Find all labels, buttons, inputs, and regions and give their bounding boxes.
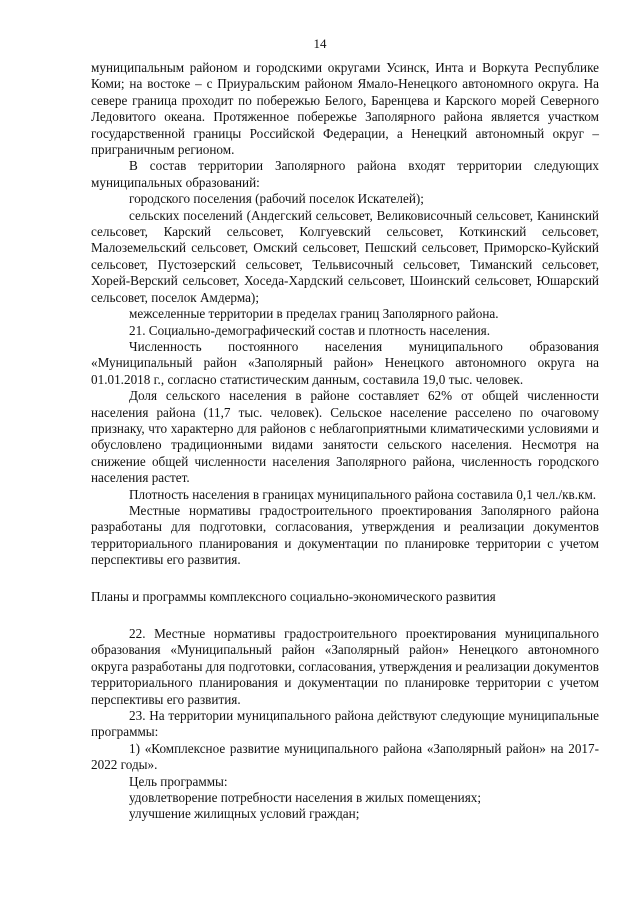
page-number: 14: [313, 36, 327, 51]
paragraph: 1) «Комплексное развитие муниципального района «Заполярный район» на 2017-2022 годы».: [91, 740, 599, 773]
paragraph: удовлетворение потребности населения в жилых помещениях;: [129, 790, 482, 806]
body-section-top: [91, 60, 599, 569]
paragraph: 21. Социально-демографический состав и плотность населения.: [129, 322, 491, 338]
paragraph: улучшение жилищных условий граждан;: [129, 806, 360, 822]
paragraph: 23. На территории муниципального района действуют следующие муниципальные программы:: [91, 708, 599, 740]
paragraph: межселенные территории в пределах границ Заполярного района.: [129, 306, 499, 322]
section-heading: Планы и программы комплексного социально-экономического развития: [91, 588, 496, 604]
paragraph: городского поселения (рабочий поселок Искателей);: [129, 191, 424, 207]
paragraph: Местные нормативы градостроительного проектирования Заполярного района разработаны для подготовки, согласования, утверждения и реализации документов территориального планирования и документации по планировке территории с учетом перспективы его развития.: [91, 502, 599, 568]
paragraph: Доля сельского населения в районе составляет 62% от общей численности населения района (11,7 тыс. человек). Сельское население расселено по очаговому признаку, что характерно для районов с неблагоприятными климатическими условиями и обусловлено традиционными видами занятости сельского населения. Несмотря на снижение общей численности населения Заполярного района, численность городского населения растет.: [91, 388, 599, 486]
paragraph: Плотность населения в границах муниципального района составила 0,1 чел./кв.км.: [129, 486, 597, 502]
paragraph: Цель программы:: [129, 773, 228, 789]
paragraph: муниципальным районом и городскими округами Усинск, Инта и Воркута Республике Коми; на востоке – с Приуральским районом Ямало-Ненецкого автономного округа. На севере граница проходит по побережью Белого, Баренцева и Карского морей Северного Ледовитого океана. Протяженное побережье Заполярного района является участком государственной границы Российской Федерации, а Ненецкий автономный округ – приграничным регионом.: [91, 60, 599, 158]
paragraph: Численность постоянного населения муниципального образования «Муниципальный район «Заполярный район» Ненецкого автономного округа на 01.01.2018 г., согласно статистическим данным, составила 19,0 тыс. человек.: [91, 338, 599, 387]
paragraph: сельских поселений (Андегский сельсовет, Великовисочный сельсовет, Канинский сельсовет, Карский сельсовет, Колгуевский сельсовет, Коткинский сельсовет, Малоземельский сельсовет, Омский сельсовет, Пешский сельсовет, Приморско-Куйский сельсовет, Пустозерский сельсовет, Тельвисочный сельсовет, Тиманский сельсовет, Хорей-Верский сельсовет, Хоседа-Хардский сельсовет, Шоинский сельсовет, Юшарский сельсовет, поселок Амдерма);: [91, 207, 599, 305]
document-body: [91, 60, 599, 823]
paragraph: В состав территории Заполярного района входят территории следующих муниципальных образований:: [91, 158, 599, 190]
paragraph: 22. Местные нормативы градостроительного проектирования муниципального образования «Муниципальный район «Заполярный район» Ненецкого автономного округа разработаны для подготовки, согласования, утверждения и реализации документов территориального планирования и документации по планировке территории с учетом перспективы его развития.: [91, 626, 599, 707]
body-section-bottom: [91, 626, 599, 823]
